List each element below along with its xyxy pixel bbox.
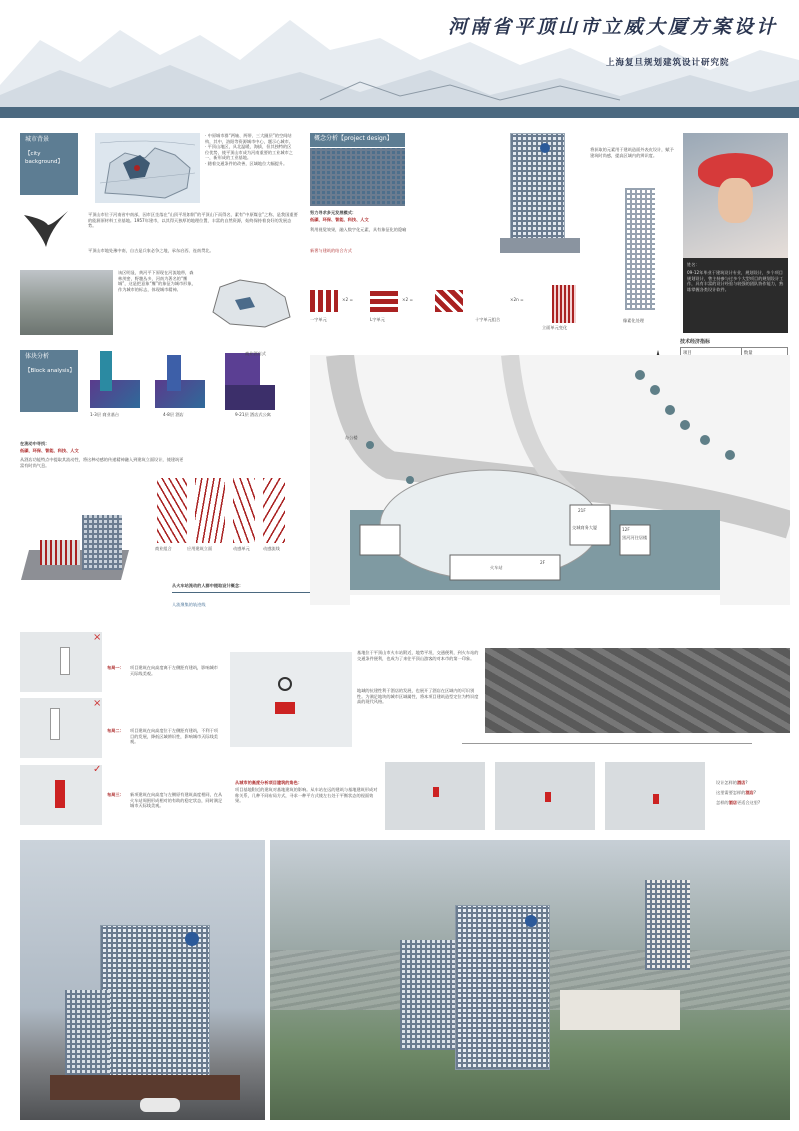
concept-line1: 努力寻求多元发展模式： — [310, 210, 357, 215]
pattern-2 — [195, 478, 225, 543]
mass-text1: 在流动中寻找： — [20, 441, 50, 446]
concept-tower — [510, 133, 565, 243]
profile-bio: 09-12年毕业于建筑设计专业，规划设计，多个项目规划设计，曾主持参与过多个大型项目的规划设计工作，具有丰富的设计经验与较强的团队协作能力，熟练掌握各类设计软件。 — [687, 270, 784, 292]
concept-badge: 概念分析【project design】 — [310, 133, 405, 147]
city-map — [95, 133, 200, 203]
scheme-3-label: 布局三： — [107, 792, 124, 797]
mass-badge — [20, 350, 78, 412]
scheme-2-status-icon: × — [93, 698, 102, 709]
street-render-logo-icon — [185, 932, 199, 946]
scheme-1-tower — [60, 647, 70, 675]
mass-tower-2 — [167, 355, 181, 391]
aerial-station — [560, 990, 680, 1030]
block-op-1: ×2 = — [342, 297, 354, 302]
site-view-2 — [495, 762, 595, 830]
mass-badge-en: 【Block analysis】 — [25, 368, 75, 374]
site-view-1-marker — [433, 787, 439, 797]
site-question-2 — [716, 790, 756, 796]
site-view-3-marker — [653, 794, 659, 804]
mass-diagrams — [85, 345, 300, 420]
block-cap-4: 立面单元变化 — [542, 325, 568, 330]
mass-block-1 — [90, 380, 140, 408]
tech-title: 技术经济指标 — [680, 339, 711, 345]
mass-label-2: 4-8层 酒店 — [163, 412, 184, 417]
site-p1: 基地位于平顶山市火车站附近，地势平坦，交通便利，到火车站的交通条件便利，也成为了来往平顶山游客的对本市的第一印象。 — [357, 650, 479, 661]
site-q1-c: ? — [745, 780, 748, 785]
profile-box — [683, 258, 788, 333]
block-2 — [370, 290, 398, 312]
street-render-tower — [100, 925, 210, 1080]
site-aerial-texture — [485, 648, 790, 733]
header — [0, 0, 799, 118]
scheme-1-image — [20, 632, 102, 692]
facade-pattern-diagrams — [155, 478, 295, 553]
plan-label-2f: 2F — [540, 560, 546, 565]
scheme-1-status-icon: × — [93, 632, 102, 643]
scheme-3-status-icon: ✓ — [93, 764, 102, 775]
block-1 — [310, 290, 338, 312]
fire-divider — [172, 592, 312, 593]
block-4 — [552, 285, 576, 323]
scheme-3-image — [20, 765, 102, 825]
site-q3-c: 更适合这里? — [736, 800, 761, 805]
car — [140, 1098, 180, 1112]
plan-label-12f: 12F — [622, 527, 630, 532]
site-perspective — [230, 652, 352, 747]
tech-head-0: 项目 — [681, 348, 742, 358]
fire-text2: 人流聚集的轨迹线 — [172, 602, 206, 607]
plan-label-residence: 黑河河住居楼 — [622, 535, 648, 540]
plan-label-21f: 21F — [578, 508, 586, 513]
city-bullets: · 中原城市群“两轴、两带、三大圈层”的空间结构，其中，洛阳等资源城市中心，题示心城市。 · 平顶山地区，具北温暖，海拔，但其独特的区位优势，使平顶山市成为河南重要的工业城市之一，新形成的工业基地。 · 随着交通条件的改善，区域地位大幅提升。 — [205, 133, 293, 166]
site-p3-lead: 从城市的高度分析项目建筑的角色： — [235, 780, 303, 785]
site-view-1 — [385, 762, 485, 830]
site-p3-body: 项目基地附近的建筑对基地建筑的影响。从车站在远的建筑与基地建筑形成对称关系，几种不同布局方式，寻求一种平方式使左右处于平衡状态的视面效果。 — [235, 787, 378, 804]
mass-text2: 低碳、环保、智能、科技、人文 — [20, 448, 79, 453]
site-q1-a: 设计怎样的 — [716, 780, 737, 785]
mass-label-3: 9-21层 酒店式公寓 — [235, 412, 271, 417]
plan-label-office: 办公楼 — [345, 435, 358, 440]
mass-label-4: 商业酒店式 — [245, 351, 266, 356]
scheme-1-label: 布局一： — [107, 665, 124, 670]
city-badge-cn: 城市背景 — [25, 136, 50, 143]
mass-block-4 — [225, 385, 275, 410]
site-question-1 — [716, 780, 748, 786]
site-question-3 — [716, 800, 760, 806]
site-q3-b: 酒店 — [728, 800, 737, 805]
landscape-photo — [20, 270, 113, 335]
scheme-2-tower — [50, 708, 60, 740]
pixelated-facade — [625, 188, 655, 310]
site-aerial-photo — [485, 648, 790, 733]
street-render-podium — [50, 1075, 240, 1100]
site-q3-a: 怎样的 — [716, 800, 729, 805]
block-cap-1: 一字单元 — [310, 317, 327, 322]
concept-logo-icon — [540, 143, 550, 153]
fire-text: 从火车站流动的人群中提取设计概念： — [172, 583, 244, 588]
scheme-3-text: 新项建筑在向高度与左侧原有建筑高度相同，在从火车站周围形成相对的有助的稳定状态，同时满足城市天际线美观。 — [130, 792, 223, 809]
site-plan-drawing — [310, 355, 790, 605]
concept-podium — [500, 238, 580, 253]
block-op-3: ×2n = — [510, 297, 524, 302]
aerial-background-tower — [645, 880, 690, 970]
site-q2-b: 酒店 — [745, 790, 754, 795]
pattern-cap-4: 动感流线 — [263, 546, 280, 551]
site-plan — [310, 355, 790, 605]
tech-head-1: 数量 — [741, 348, 787, 358]
mass-tower-1 — [100, 351, 112, 391]
site-connector — [462, 743, 752, 744]
header-band — [0, 107, 799, 118]
block-cap-2: L字单元 — [370, 317, 385, 322]
site-view-2-marker — [545, 792, 551, 802]
site-p2: 地域的抗建性利于酒店的发展，也展开了酒店在区域内的可识别性。为满足地块的城市区域属性，将本项目建筑造型定位为特识度高的现代风格。 — [357, 688, 479, 705]
block-op-2: ×2 = — [402, 297, 414, 302]
pixel-label: 像素化处理 — [623, 318, 644, 323]
mass-render-tower — [82, 515, 122, 570]
site-q2-c: ? — [753, 790, 756, 795]
page-title: 河南省平顶山市立威大厦方案设计 — [448, 16, 779, 38]
city-badge — [20, 133, 78, 195]
concept-building-render — [490, 128, 590, 278]
city-para2: 平顶山市地处豫中南，自古是兵家必争之地，承东启西、连南贯北。 — [88, 248, 214, 253]
site-highlight — [275, 702, 295, 714]
mass-render-facade — [40, 540, 80, 565]
block-3 — [435, 290, 463, 312]
scheme-2-image — [20, 698, 102, 758]
profile-name: 姓名： — [687, 262, 700, 267]
region-map-icon — [205, 272, 297, 332]
block-cap-3: 十字单元组合 — [475, 317, 501, 322]
pattern-4 — [263, 478, 285, 543]
concept-desc: 将获取的元素用于建筑造面外表皮设计，赋予建筑时尚感，提高区域内的辨识度。 — [590, 147, 674, 158]
mass-render — [20, 495, 140, 590]
scheme-3-tower — [55, 780, 65, 808]
site-q2-a: 这里需要怎样的 — [716, 790, 746, 795]
aerial-logo-icon — [525, 915, 537, 927]
page-subtitle: 上海复旦规划建筑设计研究院 — [606, 58, 730, 68]
mass-label-1: 1-3层 商业基台 — [90, 412, 120, 417]
site-view-3 — [605, 762, 705, 830]
pattern-3 — [233, 478, 255, 543]
concept-line3: 利用视觉效果，融入数字化元素，具有象征化的隐喻 — [310, 227, 407, 232]
pattern-cap-3: 动感单元 — [233, 546, 250, 551]
eagle-logo-icon — [22, 205, 70, 249]
plan-label-station: 火车站 — [490, 565, 503, 570]
province-map-icon — [95, 133, 200, 203]
street-render — [20, 840, 265, 1120]
concept-block-row — [310, 285, 610, 335]
scheme-2-text: 项目建筑在向高度位于左侧距有建筑，不利于项目的发展，降低区域辨识性，影响城市天际线美观。 — [130, 728, 218, 745]
mass-badge-cn: 体块分析 — [25, 353, 50, 360]
aerial-tower — [455, 905, 550, 1070]
concept-line2: 低碳、环保、智能、科技、人文 — [310, 217, 369, 222]
mass-text3: 从酒店功能特点中提取其流动性，将这种动感的传递精神融入到建筑立面设计，使建筑更富有时尚气息。 — [20, 457, 184, 468]
face — [718, 178, 753, 223]
aerial-annex — [400, 940, 455, 1050]
site-q1-b: 酒店 — [736, 780, 746, 785]
city-para1: 平顶山市位于河南省中南部，因市区坐落在“山顶平坦如削”的平顶山下而得名，素有“中原煤仓”之称，是我国重要的能源原材料工业基地。1957年建市，以其得天独厚的地理位置、丰富的自然资源，始终保持着良好的发展态势。 — [88, 212, 298, 229]
aerial-render — [270, 840, 790, 1120]
concept-pattern-image — [310, 148, 405, 206]
concept-line4: 新奢与建筑的结合方式 — [310, 248, 352, 253]
region-map — [205, 272, 297, 332]
profile-photo — [683, 133, 788, 258]
city-para3: 该区明显，黄河平下原现在河流地带，森林茂密，野趣丛多，河南为著名的“鹰城”，这是把意象“鹰”的象征为城市形象，作为城市的标志，体现城市精神。 — [118, 270, 196, 292]
scheme-1-text: 项目建筑在向高度离于左侧距有建筑，影响城市天际线美观。 — [130, 665, 218, 676]
plan-label-tower: 交城商务大厦 — [572, 525, 598, 530]
city-badge-en: 【city background】 — [25, 151, 64, 165]
pattern-cap-2: 应用建筑立面 — [187, 546, 213, 551]
pattern-1 — [157, 478, 187, 543]
scheme-2-label: 布局二： — [107, 728, 124, 733]
question-mark-icon — [278, 677, 292, 691]
pattern-cap-1: 商业组合 — [155, 546, 172, 551]
